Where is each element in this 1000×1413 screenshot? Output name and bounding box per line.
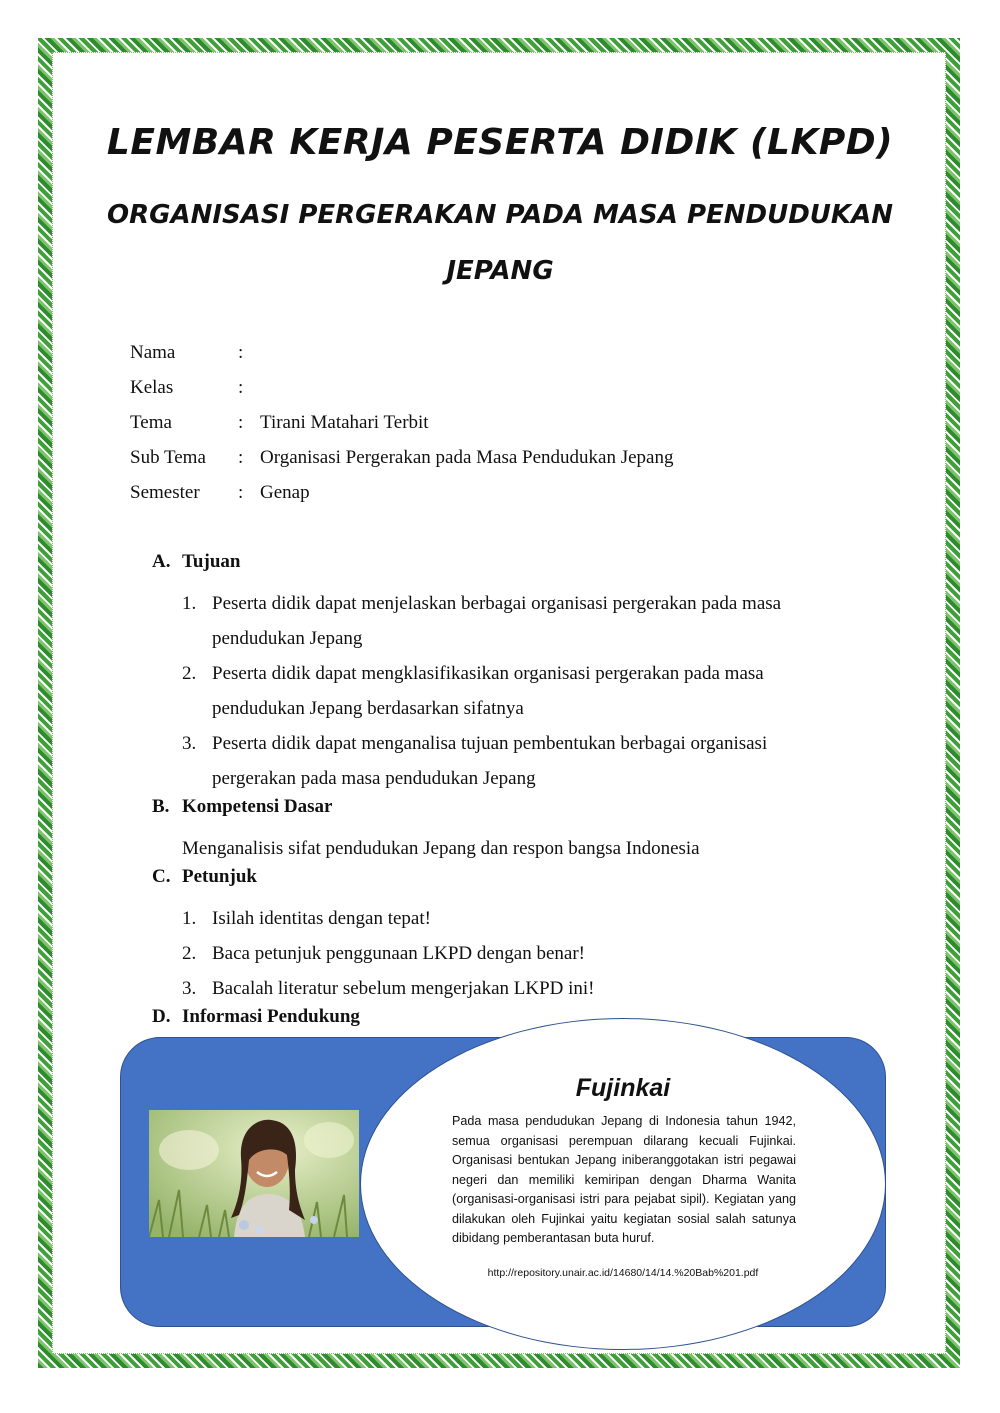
identity-colon: : — [238, 482, 244, 503]
list-text: Baca petunjuk penggunaan LKPD dengan benar! — [212, 943, 586, 964]
list-item — [182, 901, 852, 936]
identity-label: Tema — [130, 412, 172, 433]
list-text: Peserta didik dapat menganalisa tujuan pembentukan berbagai organisasi pergerakan pada masa pendudukan Jepang — [212, 733, 768, 789]
list-text: Peserta didik dapat mengklasifikasikan organisasi pergerakan pada masa pendudukan Jepang berdasarkan sifatnya — [212, 663, 764, 719]
woman-photo — [149, 1110, 359, 1237]
list-item — [182, 726, 852, 796]
identity-label: Semester — [130, 482, 200, 503]
section-title: Petunjuk — [182, 866, 257, 887]
identity-row-sub-tema — [130, 447, 674, 482]
identity-value: Tirani Matahari Terbit — [260, 412, 429, 433]
section-title: Kompetensi Dasar — [182, 796, 333, 817]
section-c-heading — [152, 866, 852, 901]
section-letter: A. — [152, 551, 171, 572]
identity-value: Genap — [260, 482, 310, 503]
list-number: 3. — [182, 733, 197, 754]
section-letter: C. — [152, 866, 171, 887]
identity-colon: : — [238, 377, 244, 398]
identity-colon: : — [238, 447, 244, 468]
identity-block — [130, 342, 674, 517]
identity-row-semester — [130, 482, 674, 517]
list-item — [182, 936, 852, 971]
list-item — [182, 971, 852, 1006]
identity-row-tema — [130, 412, 674, 447]
page-title: LEMBAR KERJA PESERTA DIDIK (LKPD) — [106, 122, 894, 163]
identity-label: Kelas — [130, 377, 174, 398]
card-body: Pada masa pendudukan Jepang di Indonesia tahun 1942, semua organisasi perempuan dilarang kecuali Fujinkai. Organisasi bentukan Jepang iniberanggotakan istri pegawai negeri dan memiliki kemiripan dengan Dharma Wanita (organisasi-organisasi istri para pejabat sipil). Kegiatan yang dilakukan oleh Fujinkai yaitu kegiatan sosial salah satunya dibidang pemberantasan buta huruf. — [452, 1114, 796, 1245]
list-number: 2. — [182, 663, 197, 684]
section-title: Tujuan — [182, 551, 241, 572]
list-text: Isilah identitas dengan tepat! — [212, 908, 431, 929]
list-text: Peserta didik dapat menjelaskan berbagai organisasi pergerakan pada masa pendudukan Jepang — [212, 593, 782, 649]
section-title: Informasi Pendukung — [182, 1006, 360, 1027]
kompetensi-text: Menganalisis sifat pendudukan Jepang dan respon bangsa Indonesia — [182, 838, 700, 859]
identity-value: Organisasi Pergerakan pada Masa Pendudukan Jepang — [260, 447, 674, 468]
petunjuk-list — [182, 901, 852, 1006]
list-number: 3. — [182, 978, 197, 999]
identity-colon: : — [238, 412, 244, 433]
list-number: 1. — [182, 908, 197, 929]
list-text: Bacalah literatur sebelum mengerjakan LKPD ini! — [212, 978, 595, 999]
list-number: 2. — [182, 943, 197, 964]
identity-row-kelas — [130, 377, 674, 412]
sections — [152, 551, 852, 1041]
page-subtitle-line2: JEPANG — [446, 256, 554, 286]
identity-colon: : — [238, 342, 244, 363]
identity-row-nama — [130, 342, 674, 377]
card-source-link[interactable]: http://repository.unair.ac.id/14680/14/14.%20Bab%201.pdf — [487, 1267, 759, 1279]
identity-label: Nama — [130, 342, 176, 363]
section-a-heading — [152, 551, 852, 586]
card-title: Fujinkai — [575, 1074, 671, 1102]
list-item — [182, 586, 852, 656]
tujuan-list — [182, 586, 852, 796]
list-number: 1. — [182, 593, 197, 614]
page-subtitle-line1: ORGANISASI PERGERAKAN PADA MASA PENDUDUKAN — [107, 200, 893, 230]
identity-label: Sub Tema — [130, 447, 206, 468]
woman-photo-illustration — [149, 1110, 359, 1237]
list-item — [182, 656, 852, 726]
section-b-heading — [152, 796, 852, 831]
section-letter: D. — [152, 1006, 171, 1027]
section-letter: B. — [152, 796, 170, 817]
